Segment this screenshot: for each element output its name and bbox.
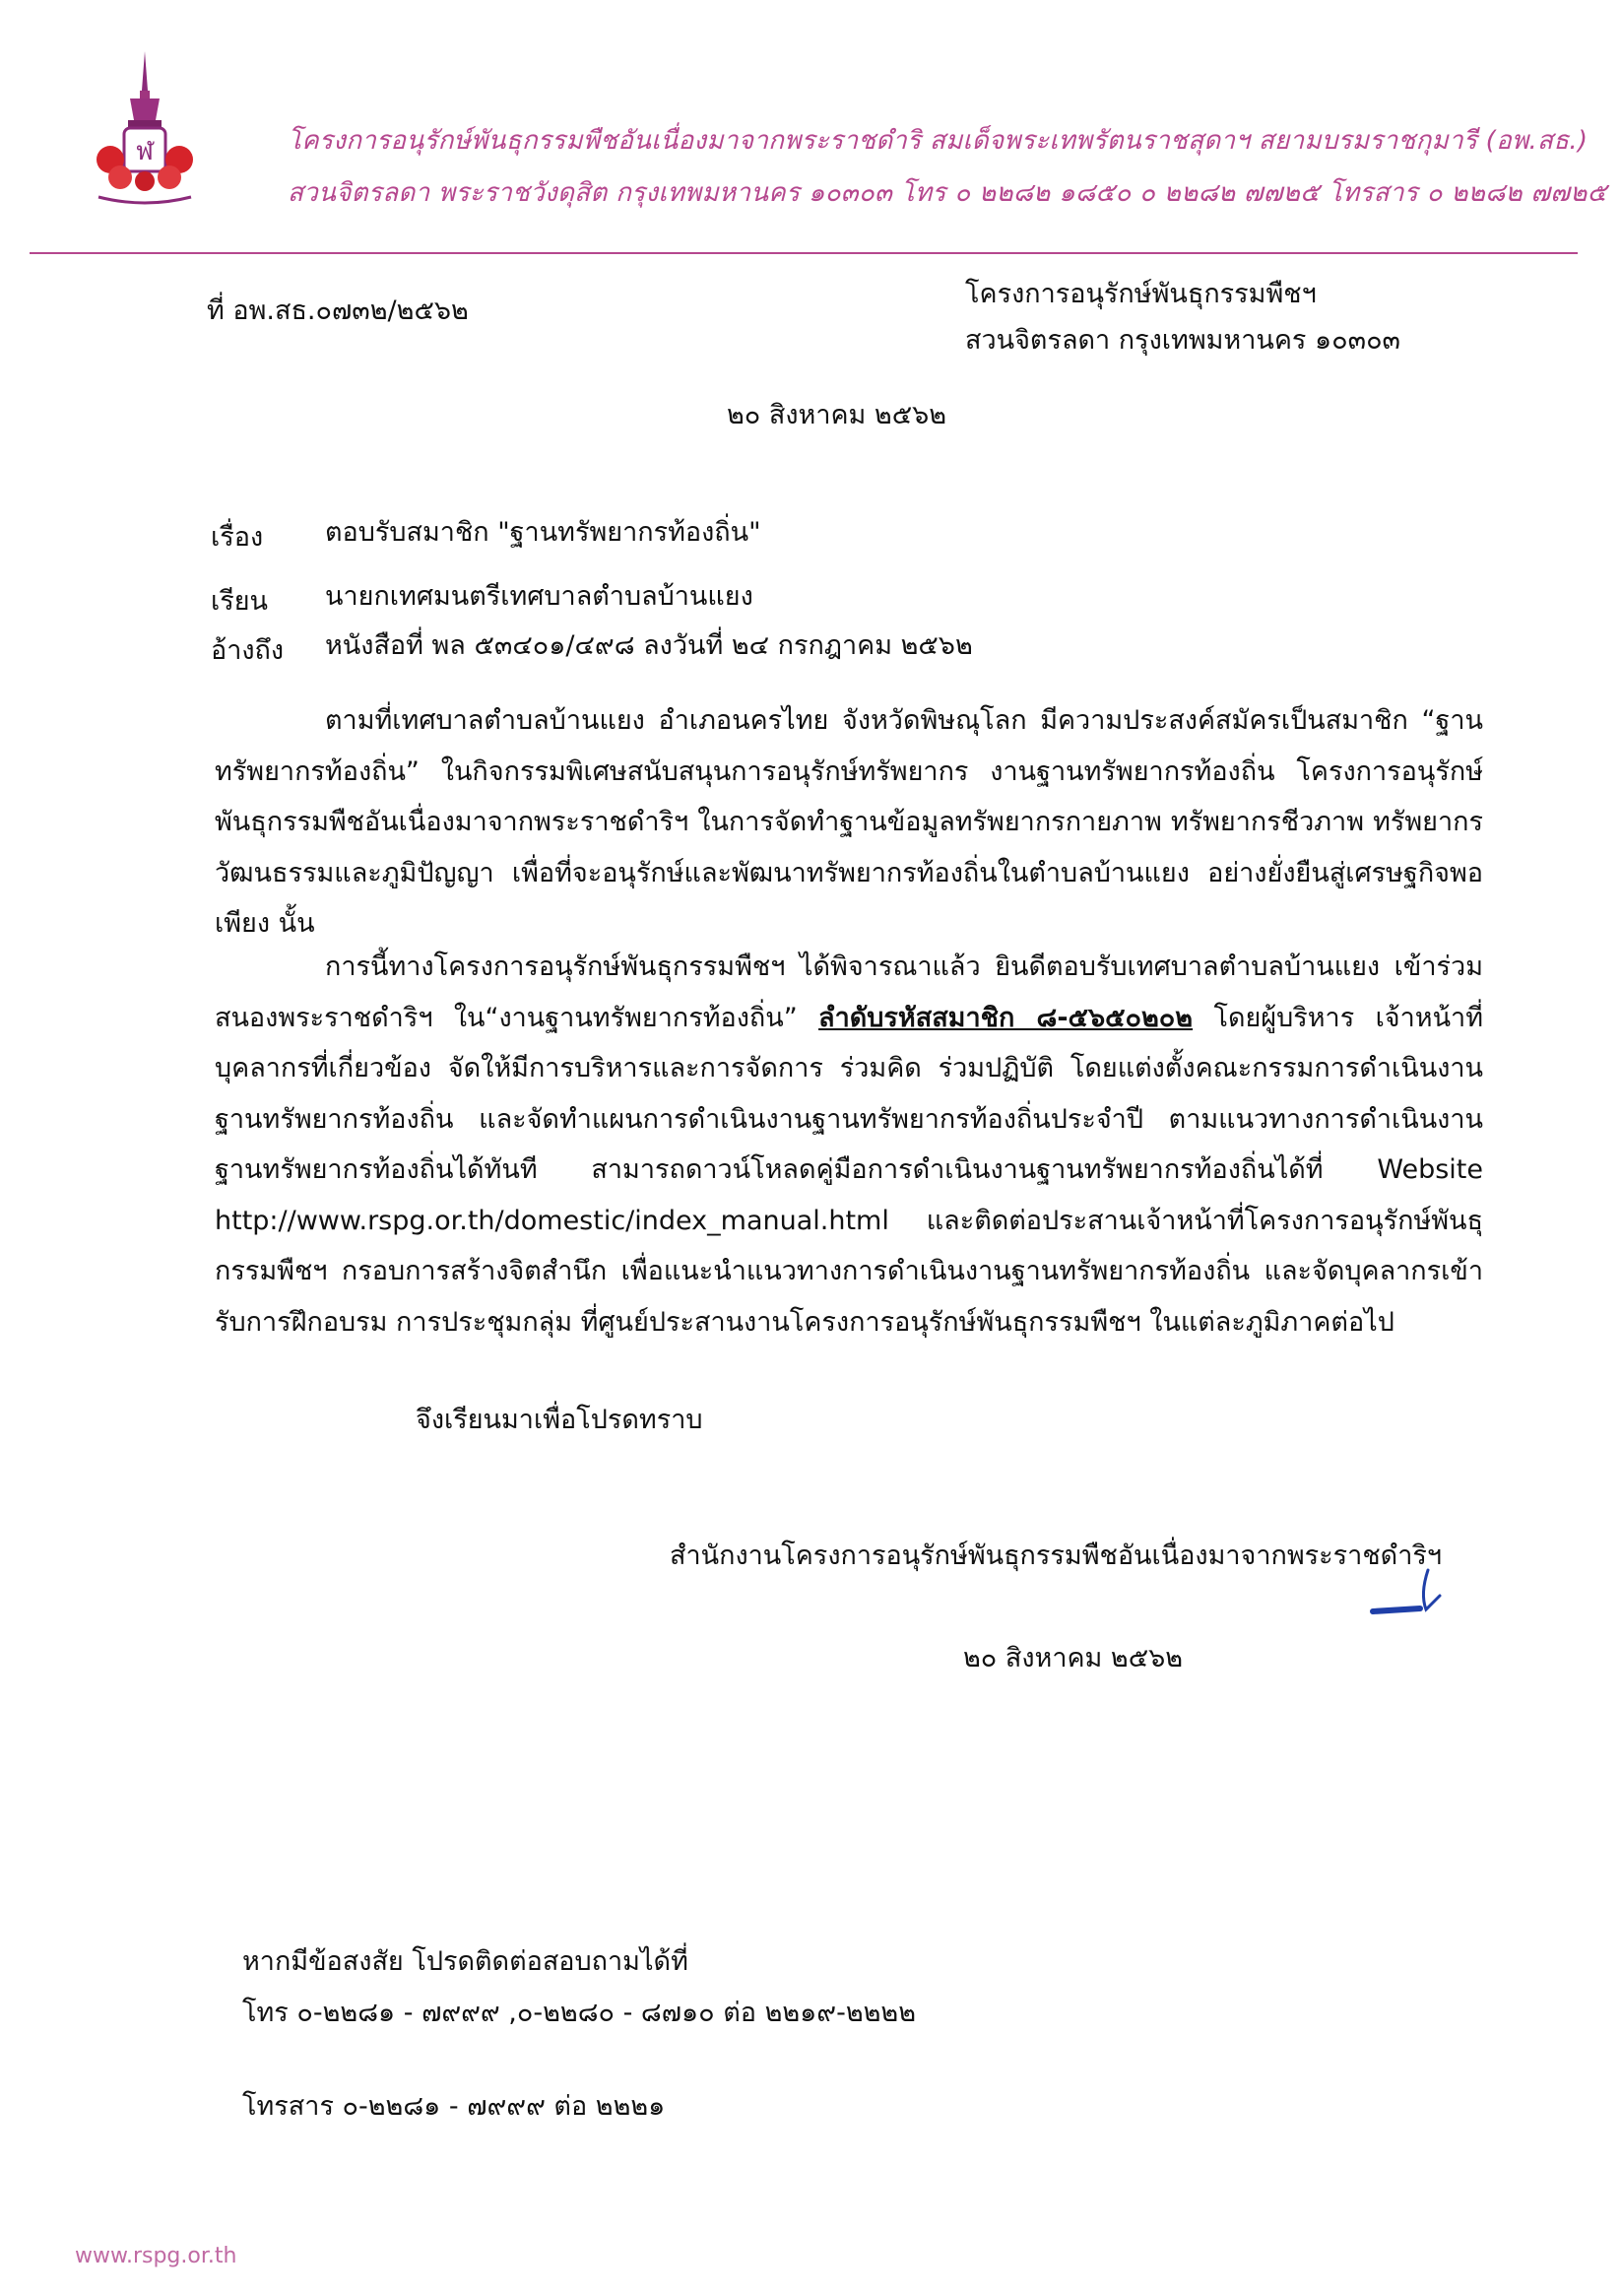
subject-label: เรื่อง xyxy=(211,522,264,553)
closing-text: จึงเรียนมาเพื่อโปรดทราบ xyxy=(416,1405,703,1435)
letterhead-line-1: โครงการอนุรักษ์พันธุกรรมพืชอันเนื่องมาจากพระราชดำริ สมเด็จพระเทพรัตนราชสุดาฯ สยามบรมราชกุมารี (อพ.สธ.) xyxy=(288,126,1589,156)
contact-fax: โทรสาร ๐-๒๒๘๑ - ๗๙๙๙ ต่อ ๒๒๒๑ xyxy=(242,2091,666,2122)
organization-logo xyxy=(91,51,199,209)
contact-intro: หากมีข้อสงสัย โปรดติดต่อสอบถามได้ที่ xyxy=(242,1946,688,1977)
signature-date: ๒๐ สิงหาคม ๒๕๖๒ xyxy=(963,1643,1184,1673)
reference-text: หนังสือที่ พล ๕๓๔๐๑/๔๙๘ ลงวันที่ ๒๔ กรกฎาคม ๒๕๖๒ xyxy=(325,630,973,661)
signature-organization: สำนักงานโครงการอนุรักษ์พันธุกรรมพืชอันเนื่องมาจากพระราชดำริฯ xyxy=(670,1541,1443,1571)
body-paragraph-1: ตามที่เทศบาลตำบลบ้านแยง อำเภอนครไทย จังหวัดพิษณุโลก มีความประสงค์สมัครเป็นสมาชิก “ฐานทรัพยากรท้องถิ่น” ในกิจกรรมพิเศษสนับสนุนการอนุรักษ์ทรัพยากร งานฐานทรัพยากรท้องถิ่น โครงการอนุรักษ์พันธุกรรมพืชอันเนื่องมาจากพระราชดำริฯ ในการจัดทำฐานข้อมูลทรัพยากรกายภาพ ทรัพยากรชีวภาพ ทรัพยากรวัฒนธรรมและภูมิปัญญา เพื่อที่จะอนุรักษ์และพัฒนาทรัพยากรท้องถิ่นในตำบลบ้านแยง อย่างยั่งยืนสู่เศรษฐกิจพอเพียง นั้น xyxy=(215,705,1483,939)
reference-label: อ้างถึง xyxy=(211,635,285,666)
svg-text:ฬ: ฬ xyxy=(136,137,154,166)
letter-date: ๒๐ สิงหาคม ๒๕๖๒ xyxy=(727,400,947,430)
footer-website-link[interactable]: www.rspg.or.th xyxy=(75,2244,237,2268)
member-code: ลำดับรหัสสมาชิก ๘-๕๖๕๐๒๐๒ xyxy=(818,1002,1194,1033)
header-divider xyxy=(30,252,1578,254)
recipient-label: เรียน xyxy=(211,586,269,617)
body-paragraph-2 xyxy=(215,942,1483,1347)
letterhead-line-2: สวนจิตรลดา พระราชวังดุสิต กรุงเทพมหานคร ๑๐๓๐๓ โทร ๐ ๒๒๘๒ ๑๘๕๐ ๐ ๒๒๘๒ ๗๗๒๕ โทรสาร ๐ ๒๒๘๒ ๗๗๒๕ xyxy=(288,178,1607,208)
sender-address-line-1: โครงการอนุรักษ์พันธุกรรมพืชฯ xyxy=(965,279,1317,309)
contact-phone: โทร ๐-๒๒๘๑ - ๗๙๙๙ ,๐-๒๒๘๐ - ๘๗๑๐ ต่อ ๒๒๑๙-๒๒๒๒ xyxy=(242,1998,917,2028)
signature xyxy=(1369,1564,1458,1619)
document-number: ที่ อพ.สธ.๐๗๓๒/๒๕๖๒ xyxy=(207,295,469,326)
sender-address-line-2: สวนจิตรลดา กรุงเทพมหานคร ๑๐๓๐๓ xyxy=(965,325,1401,356)
paragraph-2-part-1: การนี้ทางโครงการอนุรักษ์พันธุกรรมพืชฯ ได้พิจารณาแล้ว ยินดีตอบรับเทศบาลตำบลบ้านแยง เข้าร่วมสนองพระราชดำริฯ ใน“งานฐานทรัพยากรท้องถิ่น” xyxy=(215,951,1483,1033)
recipient-text: นายกเทศมนตรีเทศบาลตำบลบ้านแยง xyxy=(325,581,753,612)
paragraph-2-part-2: โดยผู้บริหาร เจ้าหน้าที่บุคลากรที่เกี่ยวข้อง จัดให้มีการบริหารและการจัดการ ร่วมคิด ร่วมปฏิบัติ โดยแต่งตั้งคณะกรรมการดำเนินงานฐานทรัพยากรท้องถิ่น และจัดทำแผนการดำเนินงานฐานทรัพยากรท้องถิ่นประจำปี ตามแนวทางการดำเนินงานฐานทรัพยากรท้องถิ่นได้ทันที สามารถดาวน์โหลดคู่มือการดำเนินงานฐานทรัพยากรท้องถิ่นได้ที่ Website http://www.rspg.or.th/domestic/index_manual.html และติดต่อประสานเจ้าหน้าที่โครงการอนุรักษ์พันธุกรรมพืชฯ กรอบการสร้างจิตสำนึก เพื่อแนะนำแนวทางการดำเนินงานฐานทรัพยากรท้องถิ่น และจัดบุคลากรเข้ารับการฝึกอบรม การประชุมกลุ่ม ที่ศูนย์ประสานงานโครงการอนุรักษ์พันธุกรรมพืชฯ ในแต่ละภูมิภาคต่อไป xyxy=(215,1002,1483,1338)
subject-text: ตอบรับสมาชิก "ฐานทรัพยากรท้องถิ่น" xyxy=(325,517,761,548)
